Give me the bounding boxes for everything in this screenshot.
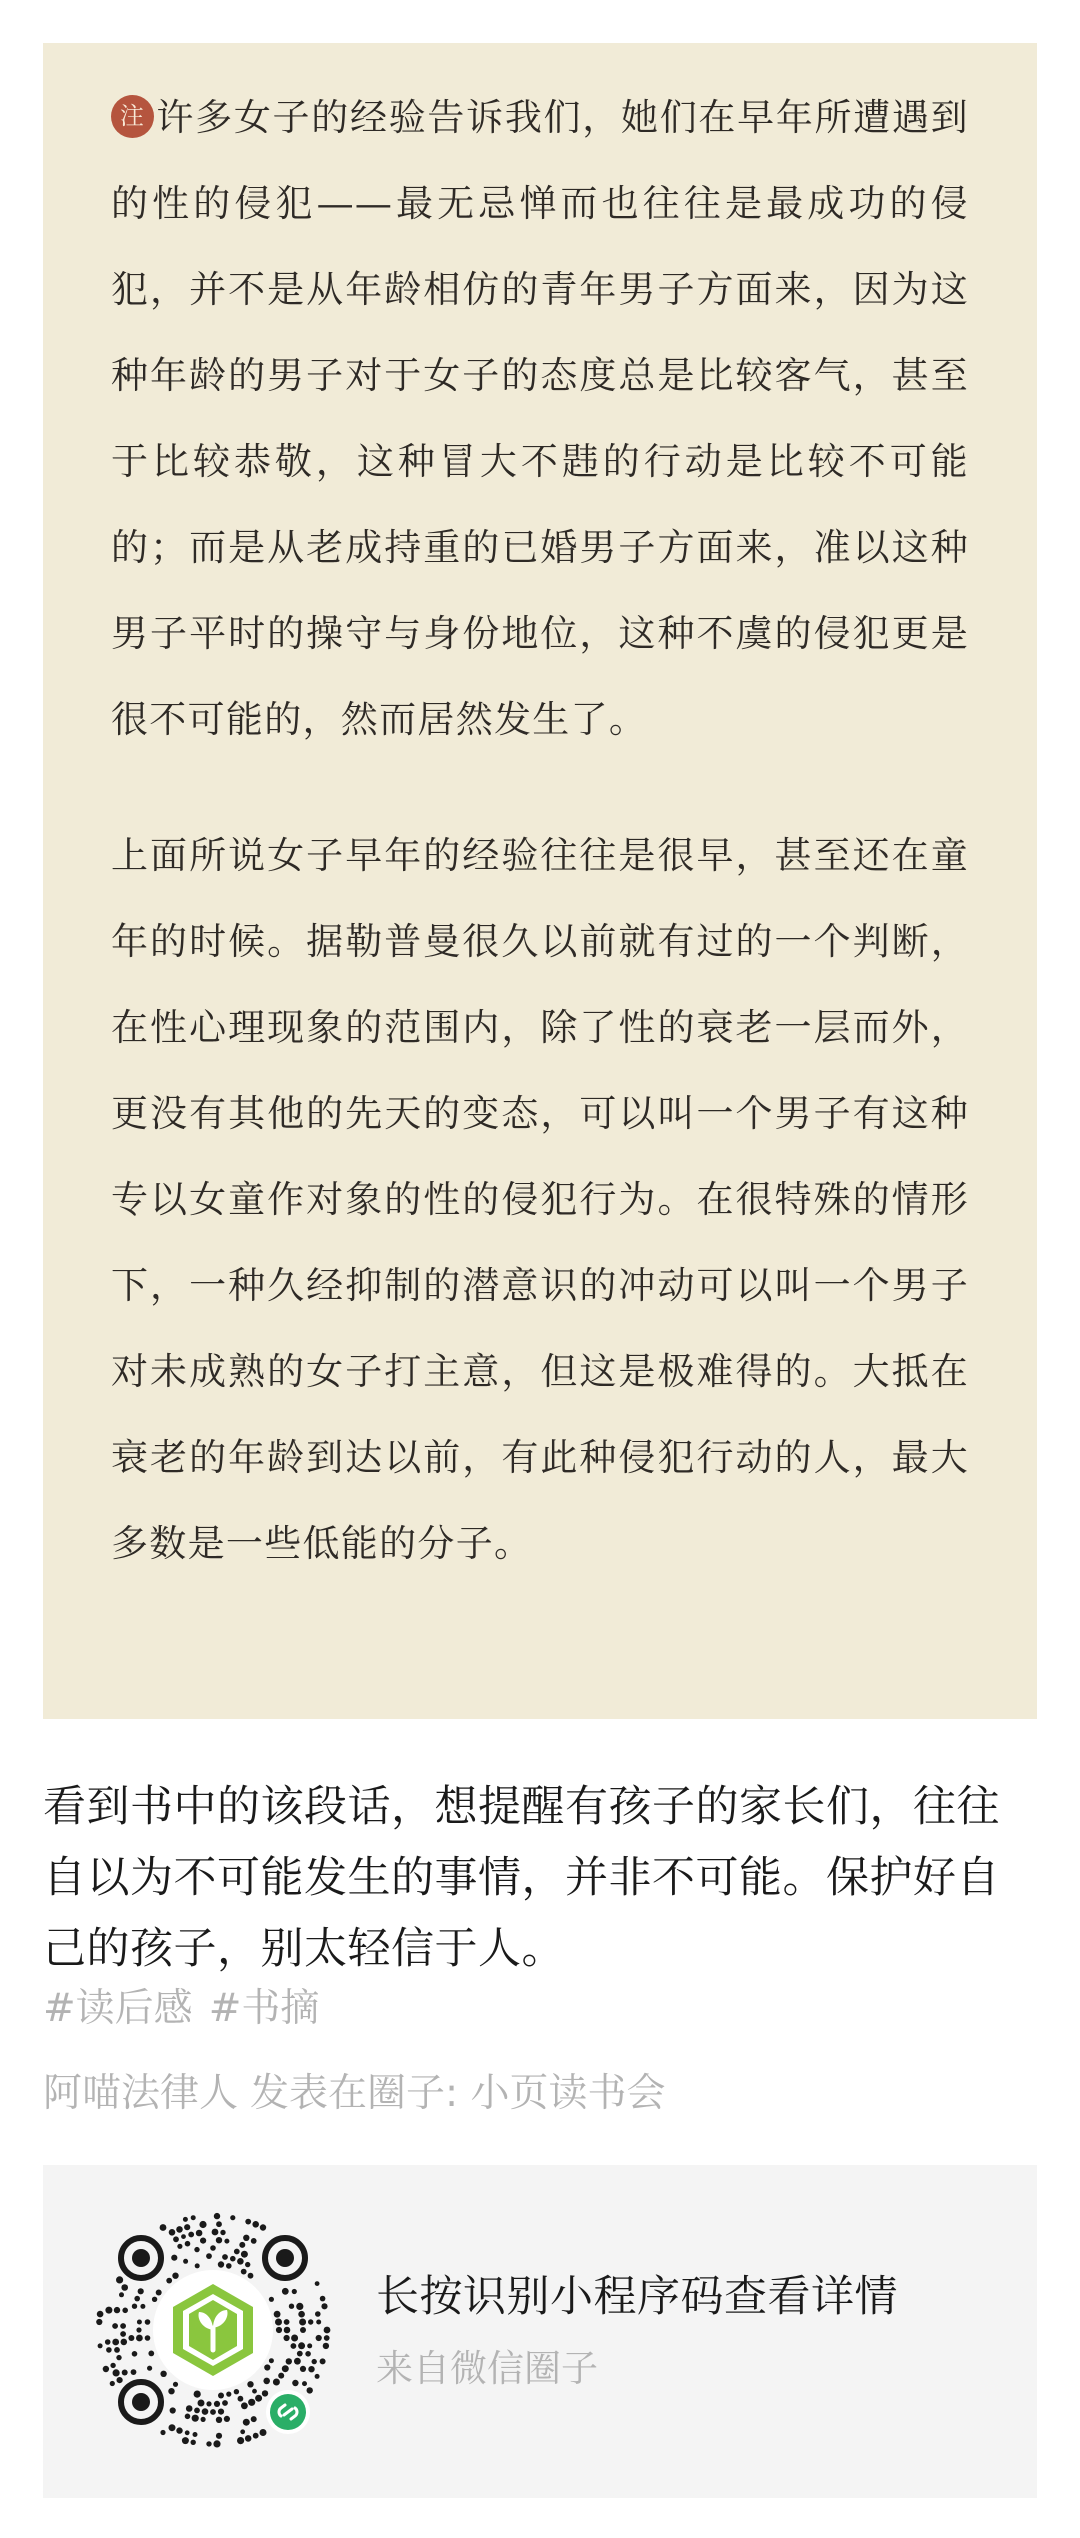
book-paragraph-2: 上面所说女子早年的经验往往是很早，甚至还在童年的时候。据勒普曼很久以前就有过的一个判断，在性心理现象的范围内，除了性的衰老一层而外，更没有其他的先天的变态，可以叫一个男子有这种专以女童作对象的性的侵犯行为。在很特殊的情形下，一种久经抑制的潜意识的冲动可以叫一个男子对未成熟的女子打主意，但这是极难得的。大抵在衰老的年龄到达以前，有此种侵犯行动的人，最大多数是一些低能的分子。 (111, 834, 969, 1565)
author-name[interactable]: 阿喵法律人 (43, 2071, 239, 2116)
note-mark-badge: 注 (111, 95, 154, 138)
mini-program-code-graphic (93, 2210, 333, 2450)
tag-list (43, 1984, 335, 2034)
tag-book-excerpt[interactable]: #书摘 (208, 1986, 320, 2031)
book-paragraph-1 (111, 75, 969, 763)
book-excerpt-card (43, 43, 1037, 1719)
mini-program-source: 来自微信圈子 (376, 2347, 598, 2390)
mini-program-card[interactable] (43, 2165, 1037, 2498)
mini-program-code[interactable] (93, 2210, 333, 2450)
post-text: 看到书中的该段话，想提醒有孩子的家长们，往往自以为不可能发生的事情，并非不可能。保护好自己的孩子，别太轻信于人。 (43, 1782, 1000, 1974)
book-paragraph-1-text: 许多女子的经验告诉我们，她们在早年所遭遇到的性的侵犯——最无忌惮而也往往是最成功的侵犯，并不是从年龄相仿的青年男子方面来，因为这种年龄的男子对于女子的态度总是比较客气，甚至于比较恭敬，这种冒大不韪的行动是比较不可能的；而是从老成持重的已婚男子方面来，准以这种男子平时的操守与身份地位，这种不虞的侵犯更是很不可能的，然而居然发生了。 (111, 96, 969, 741)
tag-reading-reflection[interactable]: #读后感 (43, 1986, 193, 2031)
post-meta (43, 2069, 666, 2119)
published-in-circle[interactable]: 发表在圈子: 小页读书会 (250, 2071, 666, 2116)
mini-program-link-icon (266, 2390, 310, 2434)
mini-program-title: 长按识别小程序码查看详情 (376, 2272, 898, 2322)
